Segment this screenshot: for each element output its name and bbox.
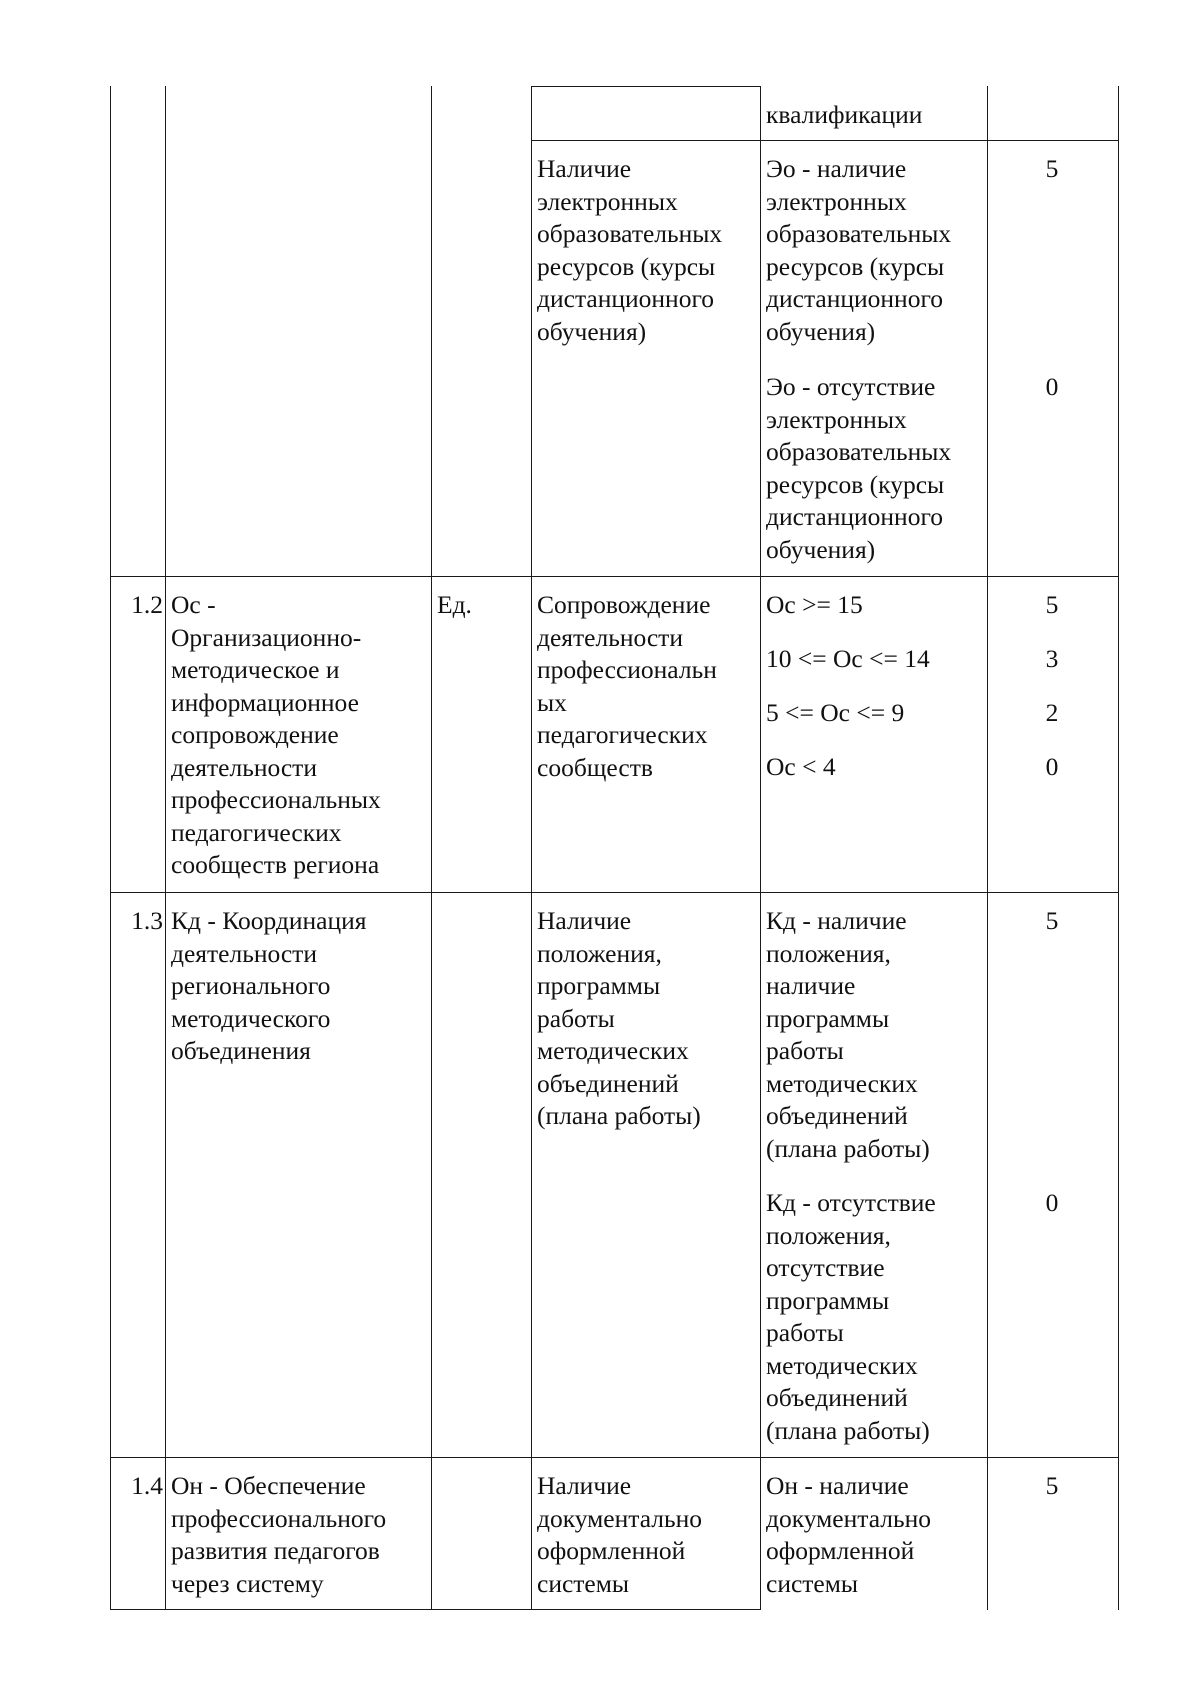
condition-cell: Эо - отсутствие электронных образовательных ресурсов (курсы дистанционного обучения): [766, 372, 952, 564]
row-line-1-2-top: [110, 576, 1119, 577]
condition-cell: Он - наличие документально оформленной системы: [766, 1471, 932, 1598]
condition-cell: Кд - наличие положения, наличие программы работы методических объединений (плана работы): [766, 906, 930, 1163]
criterion-name: Он - Обеспечение профессионального развития педагогов через систему: [171, 1471, 387, 1598]
score-cell: 2: [1045, 698, 1059, 727]
condition-cell: 5 <= Ос <= 9: [766, 698, 905, 727]
score-cell: 5: [1045, 1471, 1059, 1500]
indicator-cell: Сопровождение деятельности профессиональн ых педагогических сообществ: [537, 590, 717, 782]
unit-cell: Ед.: [437, 590, 472, 619]
score-cell: 5: [1045, 590, 1059, 619]
score-cell: 0: [1045, 372, 1059, 401]
condition-cell: Ос >= 15: [766, 590, 863, 619]
score-cell: 0: [1045, 1188, 1059, 1217]
row-number: 1.3: [131, 906, 163, 935]
row-number: 1.4: [131, 1471, 163, 1500]
table-border-bottom: [110, 1609, 761, 1610]
score-cell: 5: [1045, 906, 1059, 935]
table-border-right: [1118, 86, 1119, 1610]
condition-cell: Эо - наличие электронных образовательных ресурсов (курсы дистанционного обучения): [766, 154, 952, 346]
row-number: 1.2: [131, 590, 163, 619]
score-cell: 5: [1045, 154, 1059, 183]
score-cell: 3: [1045, 644, 1059, 673]
criterion-name: Ос - Организационно- методическое и информационное сопровождение деятельности профессиональных педагогических сообществ региона: [171, 590, 381, 879]
indicator-cell: Наличие электронных образовательных ресурсов (курсы дистанционного обучения): [537, 154, 723, 346]
col-divider-indicator-condition: [760, 86, 761, 1610]
table-border-left: [110, 86, 111, 1610]
condition-cell: Ос < 4: [766, 752, 836, 781]
col-divider-unit-indicator: [531, 86, 532, 1610]
condition-cell: квалификации: [766, 100, 923, 129]
row-line-1-4-top: [110, 1457, 1119, 1458]
criterion-name: Кд - Координация деятельности регионального методического объединения: [171, 906, 367, 1065]
row-line-carryover-top: [531, 86, 760, 87]
col-divider-name-unit: [431, 86, 432, 1610]
row-line-carryover-sub: [531, 140, 1119, 141]
indicator-cell: Наличие документально оформленной системы: [537, 1471, 703, 1598]
indicator-cell: Наличие положения, программы работы методических объединений (плана работы): [537, 906, 701, 1130]
row-line-1-3-top: [110, 892, 1119, 893]
col-divider-num-name: [165, 86, 166, 1610]
score-cell: 0: [1045, 752, 1059, 781]
condition-cell: 10 <= Ос <= 14: [766, 644, 930, 673]
condition-cell: Кд - отсутствие положения, отсутствие программы работы методических объединений (плана работы): [766, 1188, 936, 1445]
